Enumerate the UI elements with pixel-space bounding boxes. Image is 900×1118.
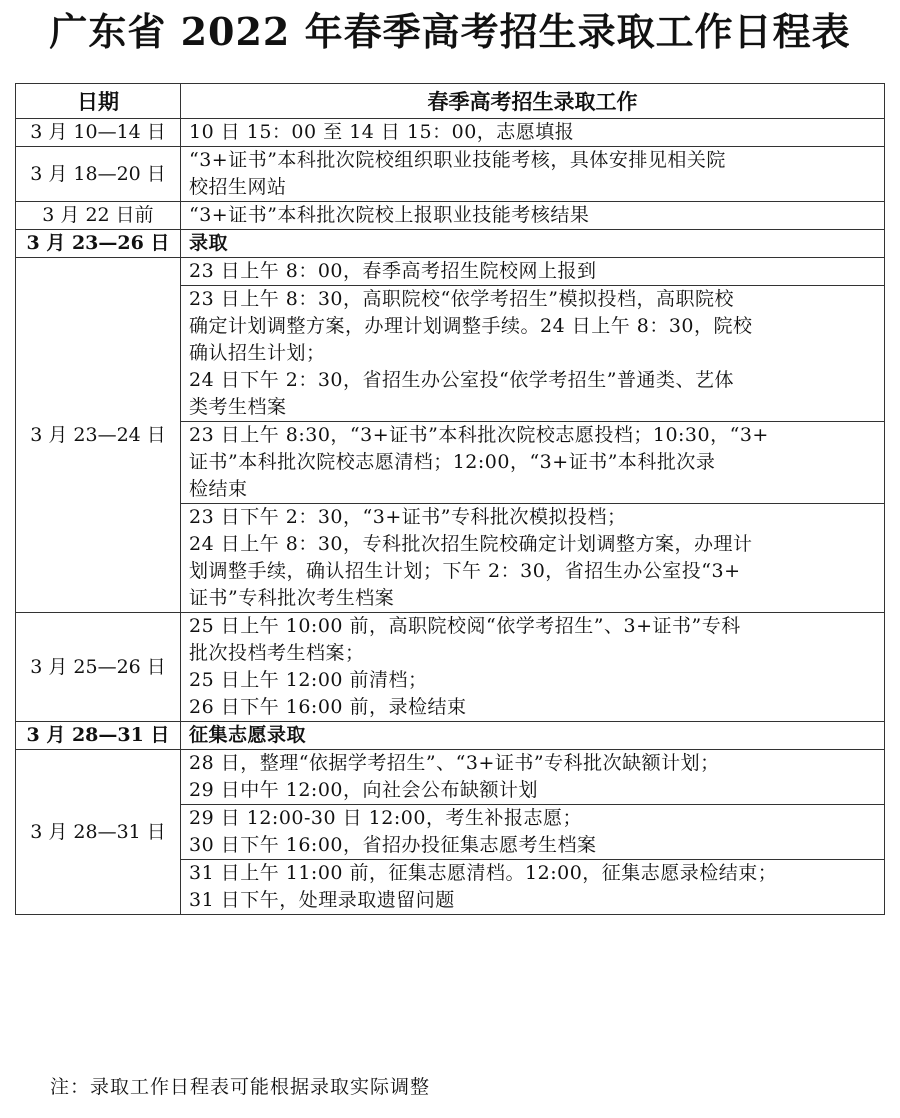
content-line: 31 日上午 11:00 前，征集志愿清档。12:00，征集志愿录检结束； <box>189 862 778 884</box>
section-title <box>181 722 885 750</box>
row-content <box>181 202 885 230</box>
content-line: 证书”本科批次院校志愿清档；12:00，“3+证书”本科批次录 <box>189 451 716 473</box>
content-line: 31 日下午，处理录取遗留问题 <box>189 889 455 911</box>
header-work: 春季高考招生录取工作 <box>181 84 885 119</box>
row-date: 3 月 18—20 日 <box>16 147 181 202</box>
content-line: 23 日上午 8:30，“3+证书”本科批次院校志愿投档；10:30，“3+ <box>189 424 769 446</box>
section-date: 3 月 23—26 日 <box>16 230 181 258</box>
content-line: 23 日下午 2：30，“3+证书”专科批次模拟投档； <box>189 506 627 528</box>
content-line: 证书”专科批次考生档案 <box>189 587 395 609</box>
content-line: 类考生档案 <box>189 396 287 418</box>
table-header-row <box>16 84 885 119</box>
row-date: 3 月 28—31 日 <box>16 750 181 915</box>
content-line: 确定计划调整方案，办理计划调整手续。24 日上午 8：30，院校 <box>189 315 753 337</box>
content-line: 23 日上午 8：30，高职院校“依学考招生”模拟投档，高职院校 <box>189 288 734 310</box>
row-date: 3 月 22 日前 <box>16 202 181 230</box>
table-row-section <box>16 230 885 258</box>
row-content <box>181 422 885 504</box>
content-line: 批次投档考生档案； <box>189 642 365 664</box>
table-row <box>16 613 885 722</box>
section-title <box>181 230 885 258</box>
content-line: 24 日上午 8：30，专科批次招生院校确定计划调整方案，办理计 <box>189 533 753 555</box>
schedule-table <box>15 83 885 915</box>
table-row <box>16 202 885 230</box>
row-content <box>181 504 885 613</box>
content-line: “3+证书”本科批次院校上报职业技能考核结果 <box>189 204 590 226</box>
table-row <box>16 119 885 147</box>
content-line: 24 日下午 2：30，省招生办公室投“依学考招生”普通类、艺体 <box>189 369 734 391</box>
row-content <box>181 805 885 860</box>
row-content <box>181 613 885 722</box>
content-line: 29 日 12:00-30 日 12:00，考生补报志愿； <box>189 807 582 829</box>
content-line: 28 日，整理“依据学考招生”、“3+证书”专科批次缺额计划； <box>189 752 720 774</box>
section-date: 3 月 28—31 日 <box>16 722 181 750</box>
row-content <box>181 750 885 805</box>
content-line: 25 日上午 12:00 前清档； <box>189 669 428 691</box>
page-title: 广东省 2022 年春季高考招生录取工作日程表 <box>49 9 851 54</box>
content-line: 25 日上午 10:00 前，高职院校阅“依学考招生”、3+证书”专科 <box>189 615 741 637</box>
content-line: 检结束 <box>189 478 248 500</box>
content-line: 26 日下午 16:00 前，录检结束 <box>189 696 467 718</box>
row-content <box>181 147 885 202</box>
table-row <box>16 258 885 286</box>
row-date: 3 月 10—14 日 <box>16 119 181 147</box>
header-date: 日期 <box>16 84 181 119</box>
content-line: 录取 <box>189 232 229 254</box>
row-date: 3 月 25—26 日 <box>16 613 181 722</box>
content-line: 确认招生计划； <box>189 342 326 364</box>
table-row <box>16 147 885 202</box>
row-content <box>181 258 885 286</box>
content-line: 23 日上午 8：00，春季高考招生院校网上报到 <box>189 260 597 282</box>
row-content <box>181 119 885 147</box>
content-line: 10 日 15：00 至 14 日 15：00，志愿填报 <box>189 121 575 143</box>
content-line: 29 日中午 12:00，向社会公布缺额计划 <box>189 779 539 801</box>
content-line: 征集志愿录取 <box>189 724 307 746</box>
footnote: 注：录取工作日程表可能根据录取实际调整 <box>50 1076 431 1098</box>
content-line: “3+证书”本科批次院校组织职业技能考核，具体安排见相关院 <box>189 149 726 171</box>
row-content <box>181 860 885 915</box>
row-content <box>181 286 885 422</box>
content-line: 校招生网站 <box>189 176 287 198</box>
table-row <box>16 750 885 805</box>
content-line: 划调整手续，确认招生计划；下午 2：30，省招生办公室投“3+ <box>189 560 741 582</box>
table-row-section <box>16 722 885 750</box>
content-line: 30 日下午 16:00，省招办投征集志愿考生档案 <box>189 834 597 856</box>
row-date: 3 月 23—24 日 <box>16 258 181 613</box>
